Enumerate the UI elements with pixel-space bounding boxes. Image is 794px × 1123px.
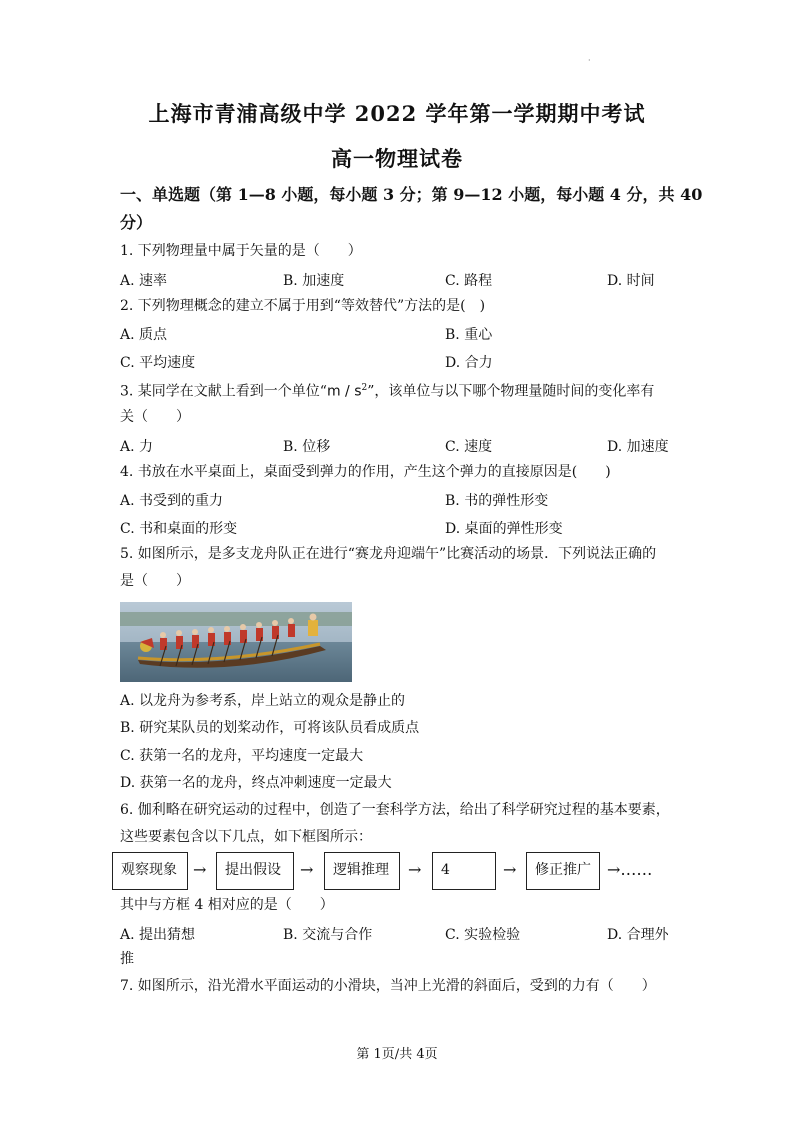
q5-option-c: C. 获第一名的龙舟，平均速度一定最大 (120, 748, 364, 764)
q6-option-a: A. 提出猜想 (120, 927, 196, 943)
q3-unit: m / s (326, 383, 362, 400)
q6-option-d: D. 合理外 (607, 927, 669, 943)
q3-stem-pre: 3. 某同学在文献上看到一个单位“ (120, 383, 327, 400)
dragon-boat-photo (120, 602, 352, 682)
flow-ellipsis: →…… (607, 860, 653, 879)
flow-arrow-3: → (408, 860, 422, 879)
q4-option-d: D. 桌面的弹性形变 (445, 521, 563, 537)
q1-option-b: B. 加速度 (283, 273, 345, 289)
page-footer: 第 1页/共 4页 (356, 1047, 438, 1062)
q4-option-c: C. 书和桌面的形变 (120, 521, 238, 537)
flow-box-2: 提出假设 (216, 852, 294, 890)
q4-option-a: A. 书受到的重力 (120, 493, 224, 509)
q5-option-d: D. 获第一名的龙舟，终点冲刺速度一定最大 (120, 775, 392, 791)
q5-option-a: A. 以龙舟为参考系，岸上站立的观众是静止的 (120, 693, 406, 709)
q3-option-d: D. 加速度 (607, 439, 669, 455)
question-6-stem-line1: 6. 伽利略在研究运动的过程中，创造了一套科学方法，给出了科学研究过程的基本要素， (120, 802, 670, 818)
flow-arrow-2: → (300, 860, 314, 879)
q2-option-c: C. 平均速度 (120, 355, 196, 371)
section-heading-line2: 分） (120, 213, 153, 232)
q1-option-d: D. 时间 (607, 273, 655, 289)
q3-option-a: A. 力 (120, 439, 154, 455)
q6-option-c: C. 实验检验 (445, 927, 521, 943)
question-3-stem-line2: 关（ ） (120, 409, 190, 425)
q5-option-b: B. 研究某队员的划桨动作，可将该队员看成质点 (120, 720, 420, 736)
question-5-stem-line1: 5. 如图所示，是多支龙舟队正在进行“赛龙舟迎端午”比赛活动的场景．下列说法正确的 (120, 546, 657, 562)
q6-option-b: B. 交流与合作 (283, 927, 373, 943)
flow-box-4: 4 (432, 852, 496, 890)
exam-subtitle: 高一物理试卷 (331, 146, 463, 171)
q3-option-b: B. 位移 (283, 439, 331, 455)
q2-option-d: D. 合力 (445, 355, 493, 371)
q1-option-a: A. 速率 (120, 273, 168, 289)
q4-option-b: B. 书的弹性形变 (445, 493, 549, 509)
q1-option-c: C. 路程 (445, 273, 493, 289)
section-heading-line1: 一、单选题（第 1—8 小题，每小题 3 分；第 9—12 小题，每小题 4 分，共 40 (120, 185, 703, 204)
question-6-stem-line2: 这些要素包含以下几点，如下框图所示： (120, 829, 372, 845)
corner-mark: · (588, 56, 591, 65)
q3-stem-post: ”，该单位与以下哪个物理量随时间的变化率有 (367, 383, 655, 400)
question-2-stem: 2. 下列物理概念的建立不属于用到“等效替代”方法的是( ) (120, 298, 486, 314)
flow-arrow-1: → (193, 860, 207, 879)
q3-option-c: C. 速度 (445, 439, 493, 455)
q6-option-d-continued: 推 (120, 951, 134, 967)
question-5-stem-line2: 是（ ） (120, 573, 190, 589)
flow-box-5: 修正推广 (526, 852, 600, 890)
q2-option-b: B. 重心 (445, 327, 493, 343)
flow-box-3: 逻辑推理 (324, 852, 400, 890)
question-6-stem-line3: 其中与方框 4 相对应的是（ ） (120, 897, 334, 913)
flow-arrow-4: → (503, 860, 517, 879)
flow-box-1: 观察现象 (112, 852, 188, 890)
exam-title: 上海市青浦高级中学 2022 学年第一学期期中考试 (148, 101, 646, 126)
question-1-stem: 1. 下列物理量中属于矢量的是（ ） (120, 243, 362, 259)
q2-option-a: A. 质点 (120, 327, 168, 343)
question-4-stem: 4. 书放在水平桌面上，桌面受到弹力的作用，产生这个弹力的直接原因是( ) (120, 464, 611, 480)
question-7-stem: 7. 如图所示，沿光滑水平面运动的小滑块，当冲上光滑的斜面后，受到的力有（ ） (120, 978, 656, 994)
q3-unit-exponent: 2 (361, 383, 368, 393)
question-3-stem (120, 379, 654, 401)
